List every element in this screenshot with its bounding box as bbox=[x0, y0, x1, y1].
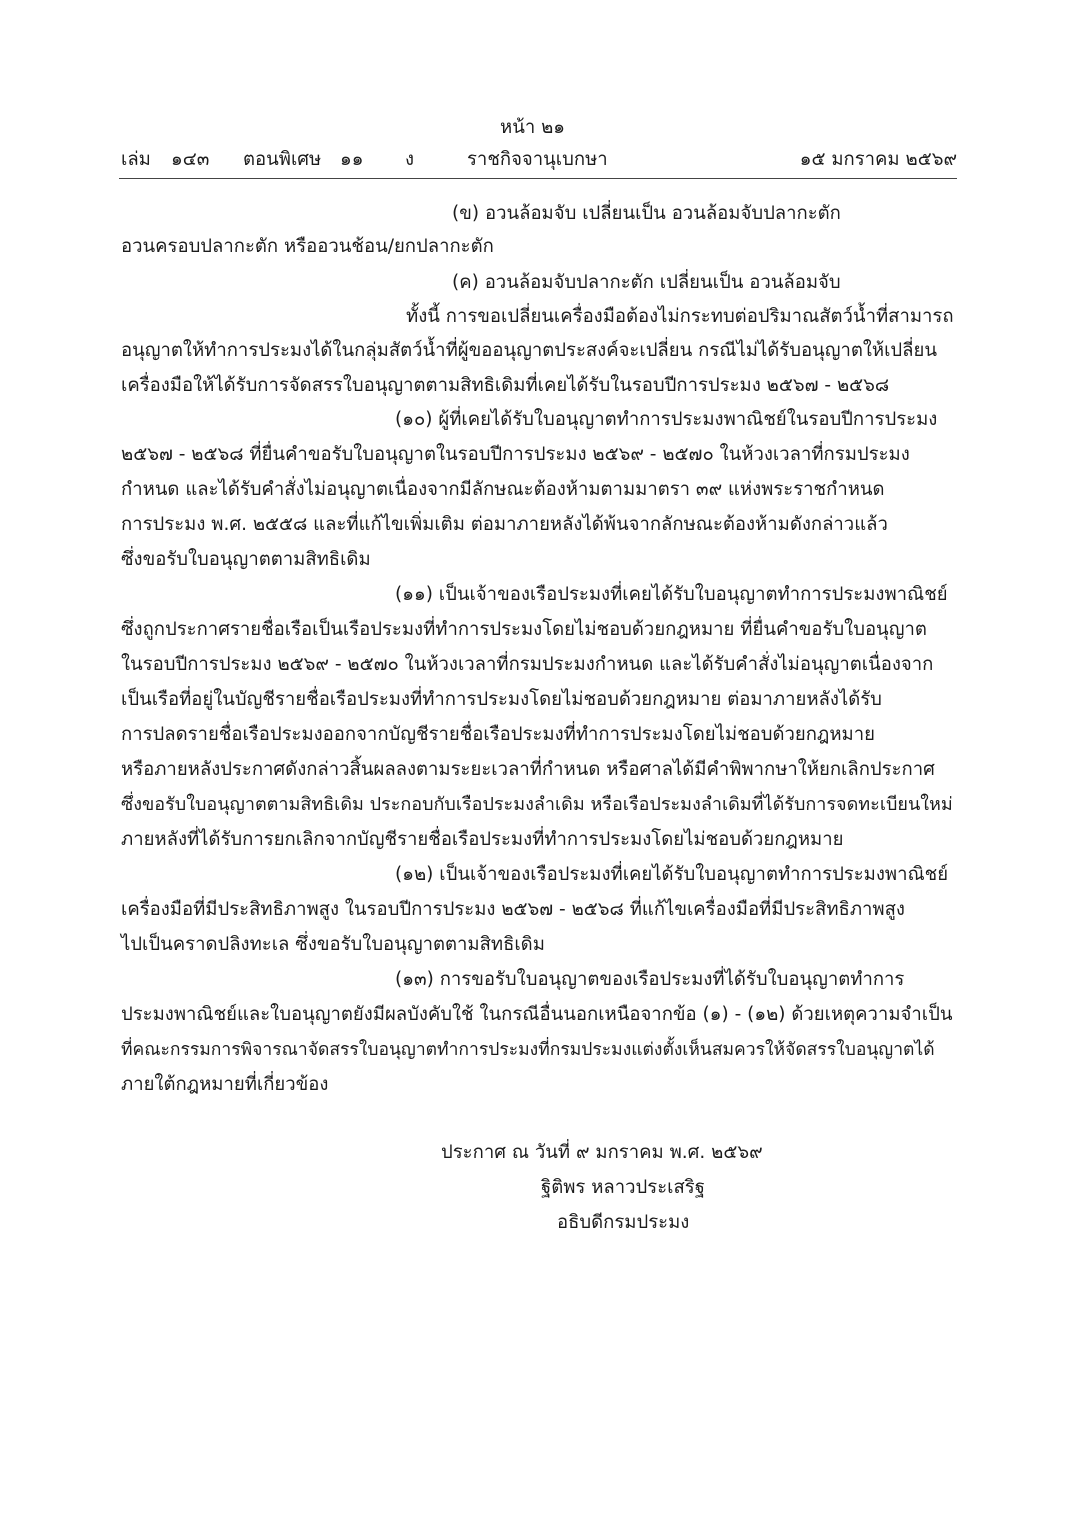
signatory-name: ฐิติพร หลาวประเสริฐ bbox=[541, 1177, 705, 1198]
volume-number: ๑๔๓ bbox=[171, 149, 210, 170]
body-line: เครื่องมือที่มีประสิทธิภาพสูง ในรอบปีการประมง ๒๕๖๗ - ๒๕๖๘ ที่แก้ไขเครื่องมือที่มีประสิทธิภาพสูง bbox=[121, 899, 905, 920]
announcement-date: ประกาศ ณ วันที่ ๙ มกราคม พ.ศ. ๒๕๖๙ bbox=[441, 1142, 763, 1163]
body-line: การประมง พ.ศ. ๒๕๕๘ และที่แก้ไขเพิ่มเติม ต่อมาภายหลังได้พ้นจากลักษณะต้องห้ามดังกล่าวแล้ว bbox=[121, 514, 888, 535]
body-line: ภายใต้กฎหมายที่เกี่ยวข้อง bbox=[121, 1074, 329, 1095]
body-line: เป็นเรือที่อยู่ในบัญชีรายชื่อเรือประมงที่ทำการประมงโดยไม่ชอบด้วยกฎหมาย ต่อมาภายหลังได้รับ bbox=[121, 689, 882, 710]
body-line: หรือภายหลังประกาศดังกล่าวสิ้นผลลงตามระยะเวลาที่กำหนด หรือศาลได้มีคำพิพากษาให้ยกเลิกประกาศ bbox=[121, 759, 935, 780]
volume-label: เล่ม bbox=[121, 149, 151, 170]
publication-date: ๑๕ มกราคม ๒๕๖๙ bbox=[799, 149, 957, 170]
issue-number: ๑๑ bbox=[340, 149, 364, 170]
body-line: ที่คณะกรรมการพิจารณาจัดสรรใบอนุญาตทำการประมงที่กรมประมงแต่งตั้งเห็นสมควรให้จัดสรรใบอนุญาตได้ bbox=[121, 1040, 935, 1060]
body-line: กำหนด และได้รับคำสั่งไม่อนุญาตเนื่องจากมีลักษณะต้องห้ามตามมาตรา ๓๙ แห่งพระราชกำหนด bbox=[121, 479, 885, 500]
body-line: (๑๒) เป็นเจ้าของเรือประมงที่เคยได้รับใบอนุญาตทำการประมงพาณิชย์ bbox=[395, 864, 949, 885]
issue-label: ตอนพิเศษ bbox=[243, 149, 322, 170]
header-rule bbox=[119, 178, 957, 179]
body-line: (๑๐) ผู้ที่เคยได้รับใบอนุญาตทำการประมงพาณิชย์ในรอบปีการประมง bbox=[395, 409, 938, 430]
issue-section: ง bbox=[405, 149, 415, 170]
body-line: ทั้งนี้ การขอเปลี่ยนเครื่องมือต้องไม่กระทบต่อปริมาณสัตว์น้ำที่สามารถ bbox=[406, 306, 954, 327]
body-line: ซึ่งขอรับใบอนุญาตตามสิทธิเดิม ประกอบกับเรือประมงลำเดิม หรือเรือประมงลำเดิมที่ได้รับการจดทะเบียนใหม่ bbox=[121, 794, 953, 815]
body-line: ๒๕๖๗ - ๒๕๖๘ ที่ยื่นคำขอรับใบอนุญาตในรอบปีการประมง ๒๕๖๙ - ๒๕๗๐ ในห้วงเวลาที่กรมประมง bbox=[121, 444, 910, 465]
body-line: (๑๓) การขอรับใบอนุญาตของเรือประมงที่ได้รับใบอนุญาตทำการ bbox=[395, 969, 905, 990]
body-line: ไปเป็นคราดปลิงทะเล ซึ่งขอรับใบอนุญาตตามสิทธิเดิม bbox=[121, 934, 545, 955]
page-number: หน้า ๒๑ bbox=[500, 117, 566, 138]
body-line: ในรอบปีการประมง ๒๕๖๙ - ๒๕๗๐ ในห้วงเวลาที่กรมประมงกำหนด และได้รับคำสั่งไม่อนุญาตเนื่องจาก bbox=[121, 654, 934, 675]
body-line: (ค) อวนล้อมจับปลากะตัก เปลี่ยนเป็น อวนล้อมจับ bbox=[452, 272, 841, 293]
body-line: ซึ่งขอรับใบอนุญาตตามสิทธิเดิม bbox=[121, 549, 371, 570]
body-line: ภายหลังที่ได้รับการยกเลิกจากบัญชีรายชื่อเรือประมงที่ทำการประมงโดยไม่ชอบด้วยกฎหมาย bbox=[121, 829, 844, 850]
body-line: อวนครอบปลากะตัก หรืออวนช้อน/ยกปลากะตัก bbox=[121, 236, 494, 257]
body-line: ประมงพาณิชย์และใบอนุญาตยังมีผลบังคับใช้ ในกรณีอื่นนอกเหนือจากข้อ (๑) - (๑๒) ด้วยเหตุความจำเป็น bbox=[121, 1004, 953, 1025]
body-line: ซึ่งถูกประกาศรายชื่อเรือเป็นเรือประมงที่ทำการประมงโดยไม่ชอบด้วยกฎหมาย ที่ยื่นคำขอรับใบอนุญาต bbox=[121, 619, 927, 640]
body-line: อนุญาตให้ทำการประมงได้ในกลุ่มสัตว์น้ำที่ผู้ขออนุญาตประสงค์จะเปลี่ยน กรณีไม่ได้รับอนุญาตให้เปลี่ยน bbox=[121, 340, 937, 361]
body-line: เครื่องมือให้ได้รับการจัดสรรใบอนุญาตตามสิทธิเดิมที่เคยได้รับในรอบปีการประมง ๒๕๖๗ - ๒๕๖๘ bbox=[121, 375, 890, 396]
body-line: การปลดรายชื่อเรือประมงออกจากบัญชีรายชื่อเรือประมงที่ทำการประมงโดยไม่ชอบด้วยกฎหมาย bbox=[121, 724, 875, 745]
body-line: (๑๑) เป็นเจ้าของเรือประมงที่เคยได้รับใบอนุญาตทำการประมงพาณิชย์ bbox=[395, 584, 948, 605]
body-line: (ข) อวนล้อมจับ เปลี่ยนเป็น อวนล้อมจับปลากะตัก bbox=[452, 203, 841, 224]
signatory-title: อธิบดีกรมประมง bbox=[557, 1212, 690, 1233]
gazette-name: ราชกิจจานุเบกษา bbox=[467, 149, 608, 170]
